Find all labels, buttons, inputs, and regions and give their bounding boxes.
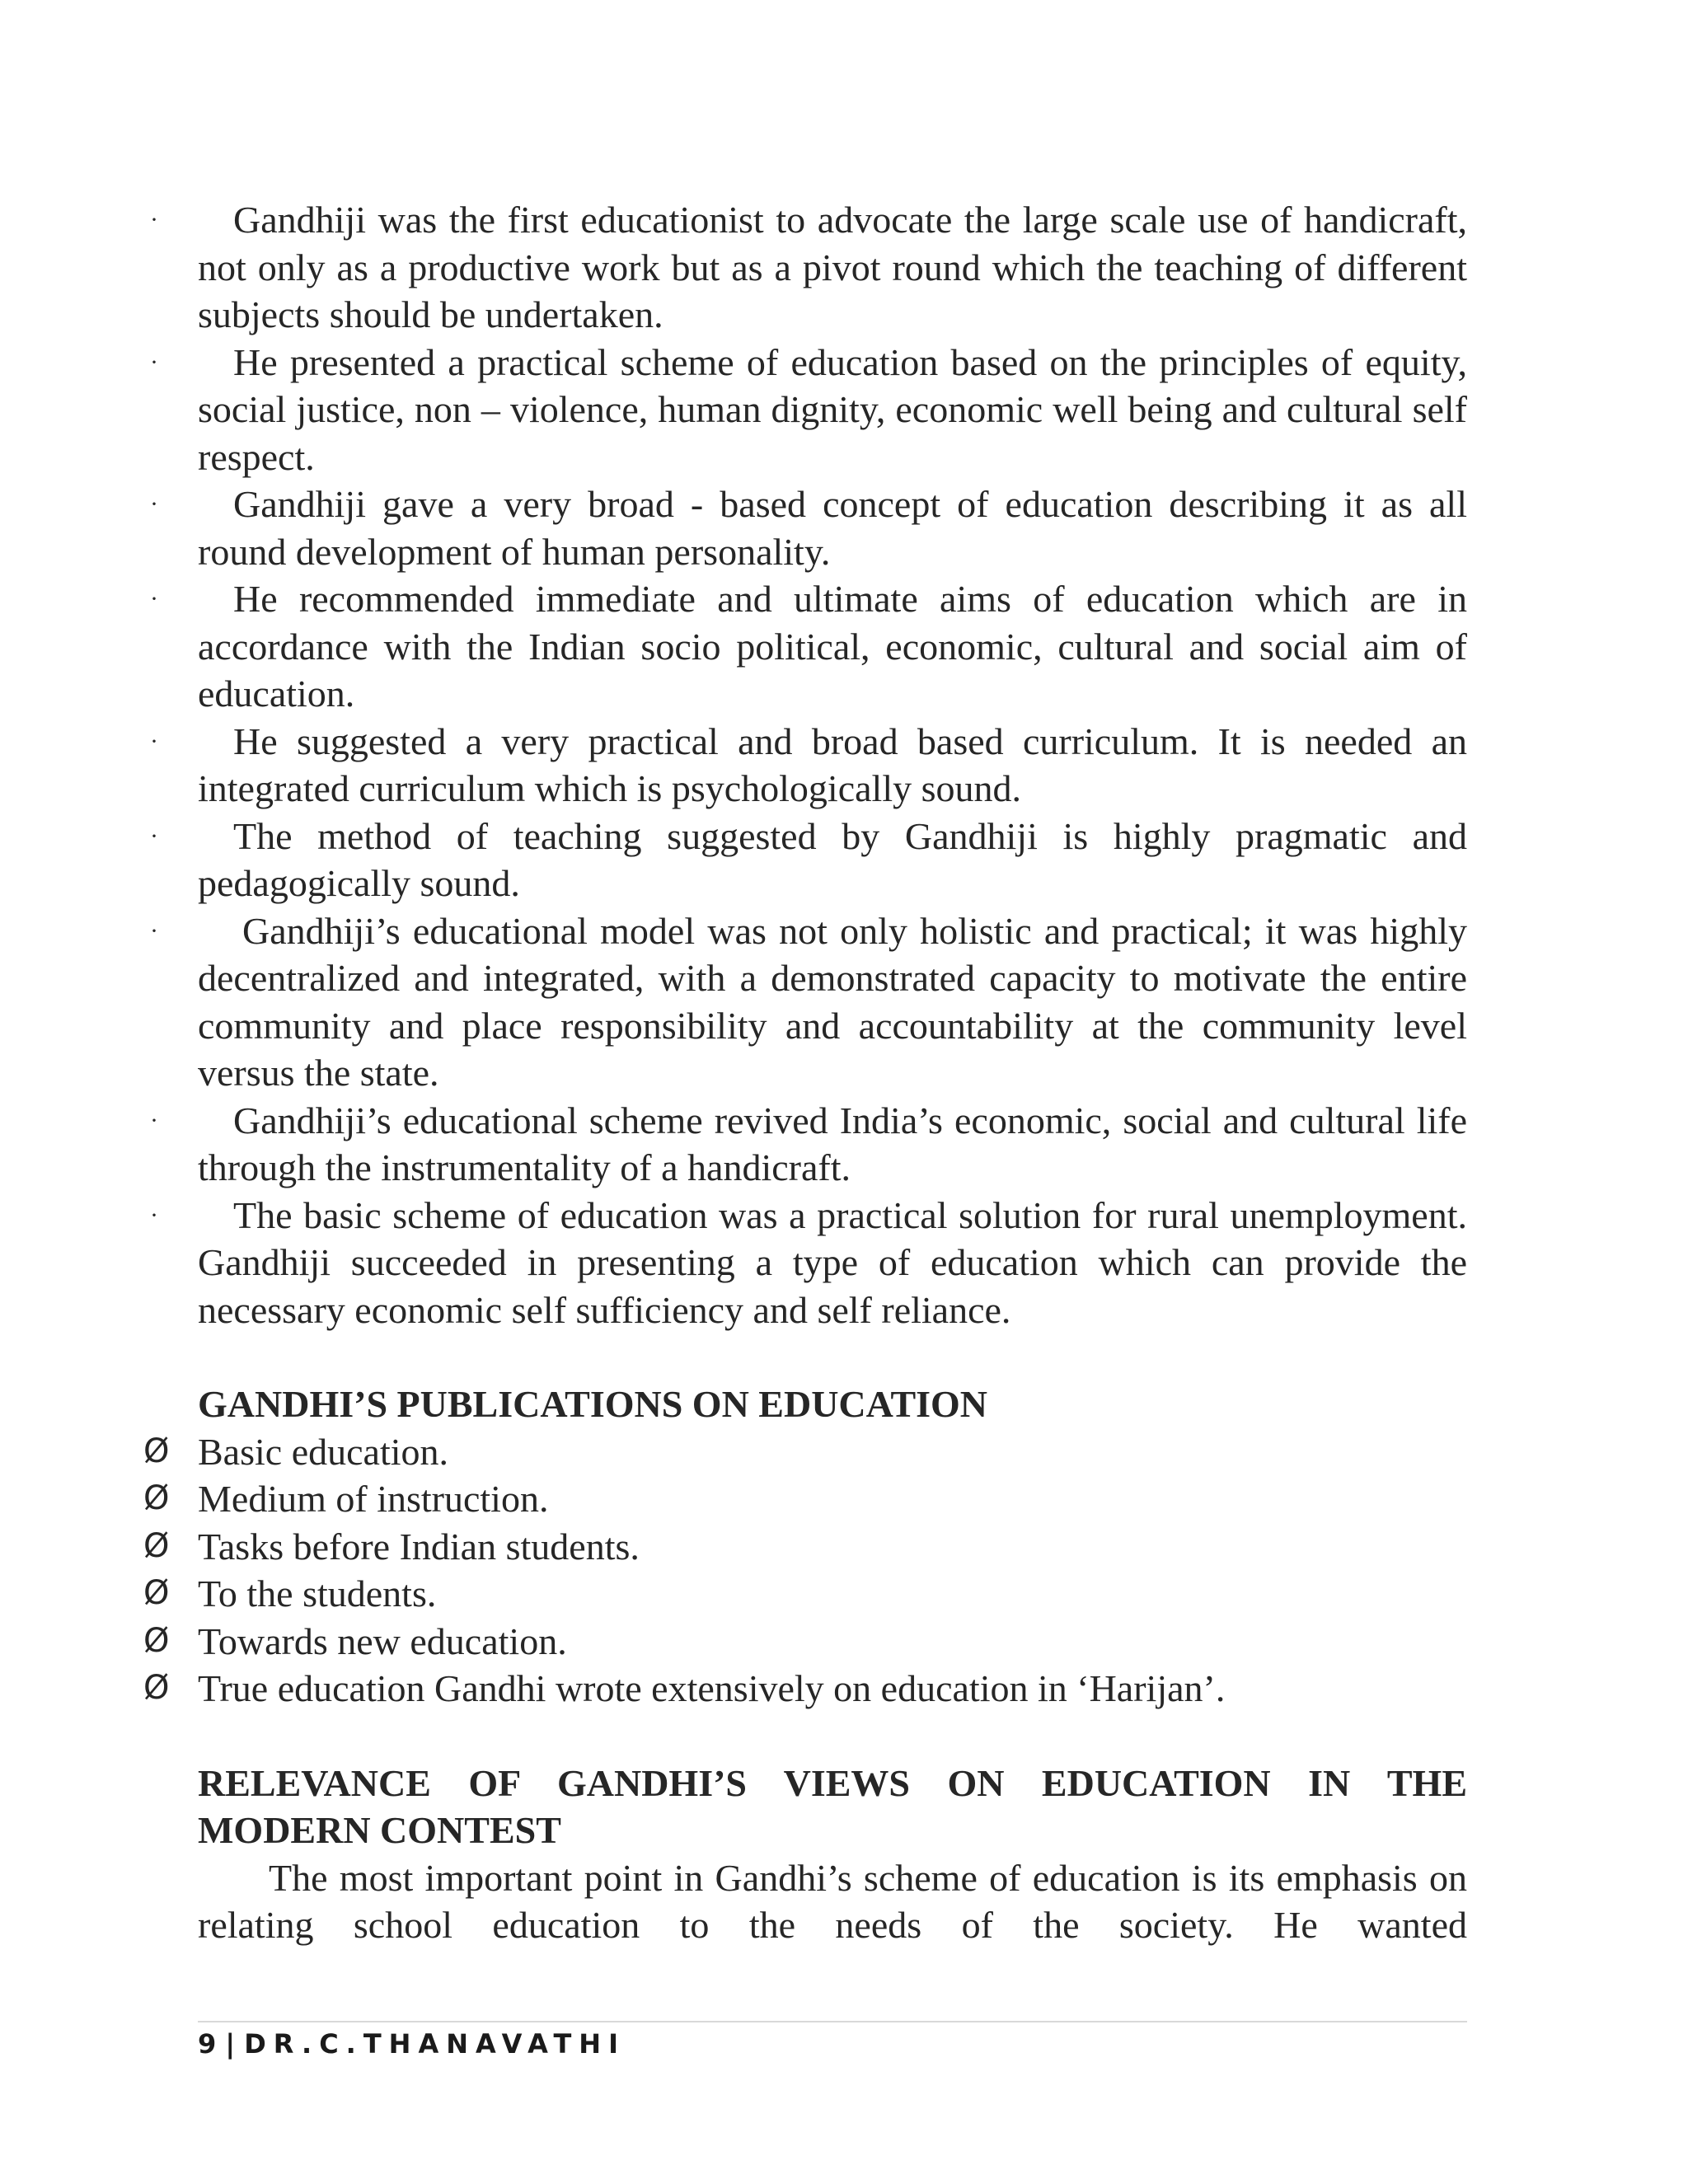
publication-item [143, 1570, 1467, 1618]
achievements-list [150, 196, 1467, 1333]
bullet-dot-icon: · [150, 490, 158, 518]
list-item [150, 813, 1467, 907]
bullet-dot-icon: · [150, 585, 158, 612]
publication-item [143, 1428, 1467, 1476]
publication-item [143, 1618, 1467, 1666]
list-item-text: He presented a practical scheme of education based on the principles of equity, social justice, non – violence, human dignity, economic well being and cultural self respect. [198, 340, 1467, 478]
footer-author: DR.C.THANAVATHI [244, 2028, 626, 2060]
publication-title: Basic education. [198, 1430, 449, 1473]
bullet-dot-icon: · [150, 348, 158, 376]
list-item [150, 575, 1467, 718]
bullet-dot-icon: · [150, 206, 158, 233]
publication-title: Towards new education. [198, 1619, 567, 1662]
page-content [143, 196, 1467, 1949]
arrow-bullet-icon: Ø [143, 1621, 170, 1660]
list-item-text: He suggested a very practical and broad based curriculum. It is needed an integrated curriculum which is psychologically sound. [198, 719, 1467, 809]
list-item-text: The method of teaching suggested by Gandhiji is highly pragmatic and pedagogically sound. [198, 814, 1467, 904]
list-item [150, 480, 1467, 575]
list-item [150, 196, 1467, 339]
list-item-text: Gandhiji’s educational scheme revived India’s economic, social and cultural life through the instrumentality of a handicraft. [198, 1099, 1467, 1188]
bullet-dot-icon: · [150, 727, 158, 755]
publication-item [143, 1523, 1467, 1571]
list-item-text: Gandhiji was the first educationist to advocate the large scale use of handicraft, not only as a productive work but as a pivot round which the teaching of different subjects should be undertaken. [198, 199, 1467, 335]
list-item [150, 339, 1467, 481]
list-item [150, 907, 1467, 1097]
footer-separator: | [225, 2028, 236, 2060]
bullet-dot-icon: · [150, 916, 158, 944]
bullet-dot-icon: · [150, 1106, 158, 1134]
list-item [150, 1192, 1467, 1334]
list-item-text: He recommended immediate and ultimate aims of education which are in accordance with the Indian socio political, economic, cultural and social aim of education. [198, 578, 1467, 715]
list-item [150, 1097, 1467, 1192]
publication-item [143, 1665, 1467, 1713]
page-number: 9 [198, 2028, 217, 2060]
relevance-heading [198, 1760, 1467, 1854]
arrow-bullet-icon: Ø [143, 1432, 170, 1470]
publications-list [143, 1428, 1467, 1713]
arrow-bullet-icon: Ø [143, 1526, 170, 1565]
publications-heading: GANDHI’S PUBLICATIONS ON EDUCATION [198, 1383, 988, 1425]
publication-title: Tasks before Indian students. [198, 1525, 640, 1568]
relevance-heading-line1: RELEVANCE OF GANDHI’S VIEWS ON EDUCATION IN THE [198, 1761, 1467, 1804]
bullet-dot-icon: · [150, 822, 158, 850]
publication-title: To the students. [198, 1572, 437, 1615]
relevance-paragraph: The most important point in Gandhi’s scheme of education is its emphasis on relating school education to the needs of the society. He wanted [198, 1856, 1467, 1946]
arrow-bullet-icon: Ø [143, 1669, 170, 1707]
relevance-heading-line2: MODERN CONTEST [198, 1809, 561, 1851]
page-footer [198, 2027, 626, 2060]
bullet-dot-icon: · [150, 1201, 158, 1229]
publication-title: True education Gandhi wrote extensively on education in ‘Harijan’. [198, 1667, 1226, 1709]
footer-divider [198, 2021, 1467, 2022]
list-item-text: The basic scheme of education was a practical solution for rural unemployment. Gandhiji succeeded in presenting a type of education which can provide the necessary economic self sufficiency and self reliance. [198, 1193, 1467, 1331]
arrow-bullet-icon: Ø [143, 1479, 170, 1517]
publication-title: Medium of instruction. [198, 1478, 549, 1520]
list-item [150, 718, 1467, 813]
publication-item [143, 1475, 1467, 1523]
arrow-bullet-icon: Ø [143, 1574, 170, 1612]
list-item-text: Gandhiji gave a very broad - based concept of education describing it as all round development of human personality. [198, 483, 1467, 573]
list-item-text: Gandhiji’s educational model was not only holistic and practical; it was highly decentralized and integrated, with a demonstrated capacity to motivate the entire community and place responsibility and accountability at the community level versus the state. [198, 909, 1467, 1094]
